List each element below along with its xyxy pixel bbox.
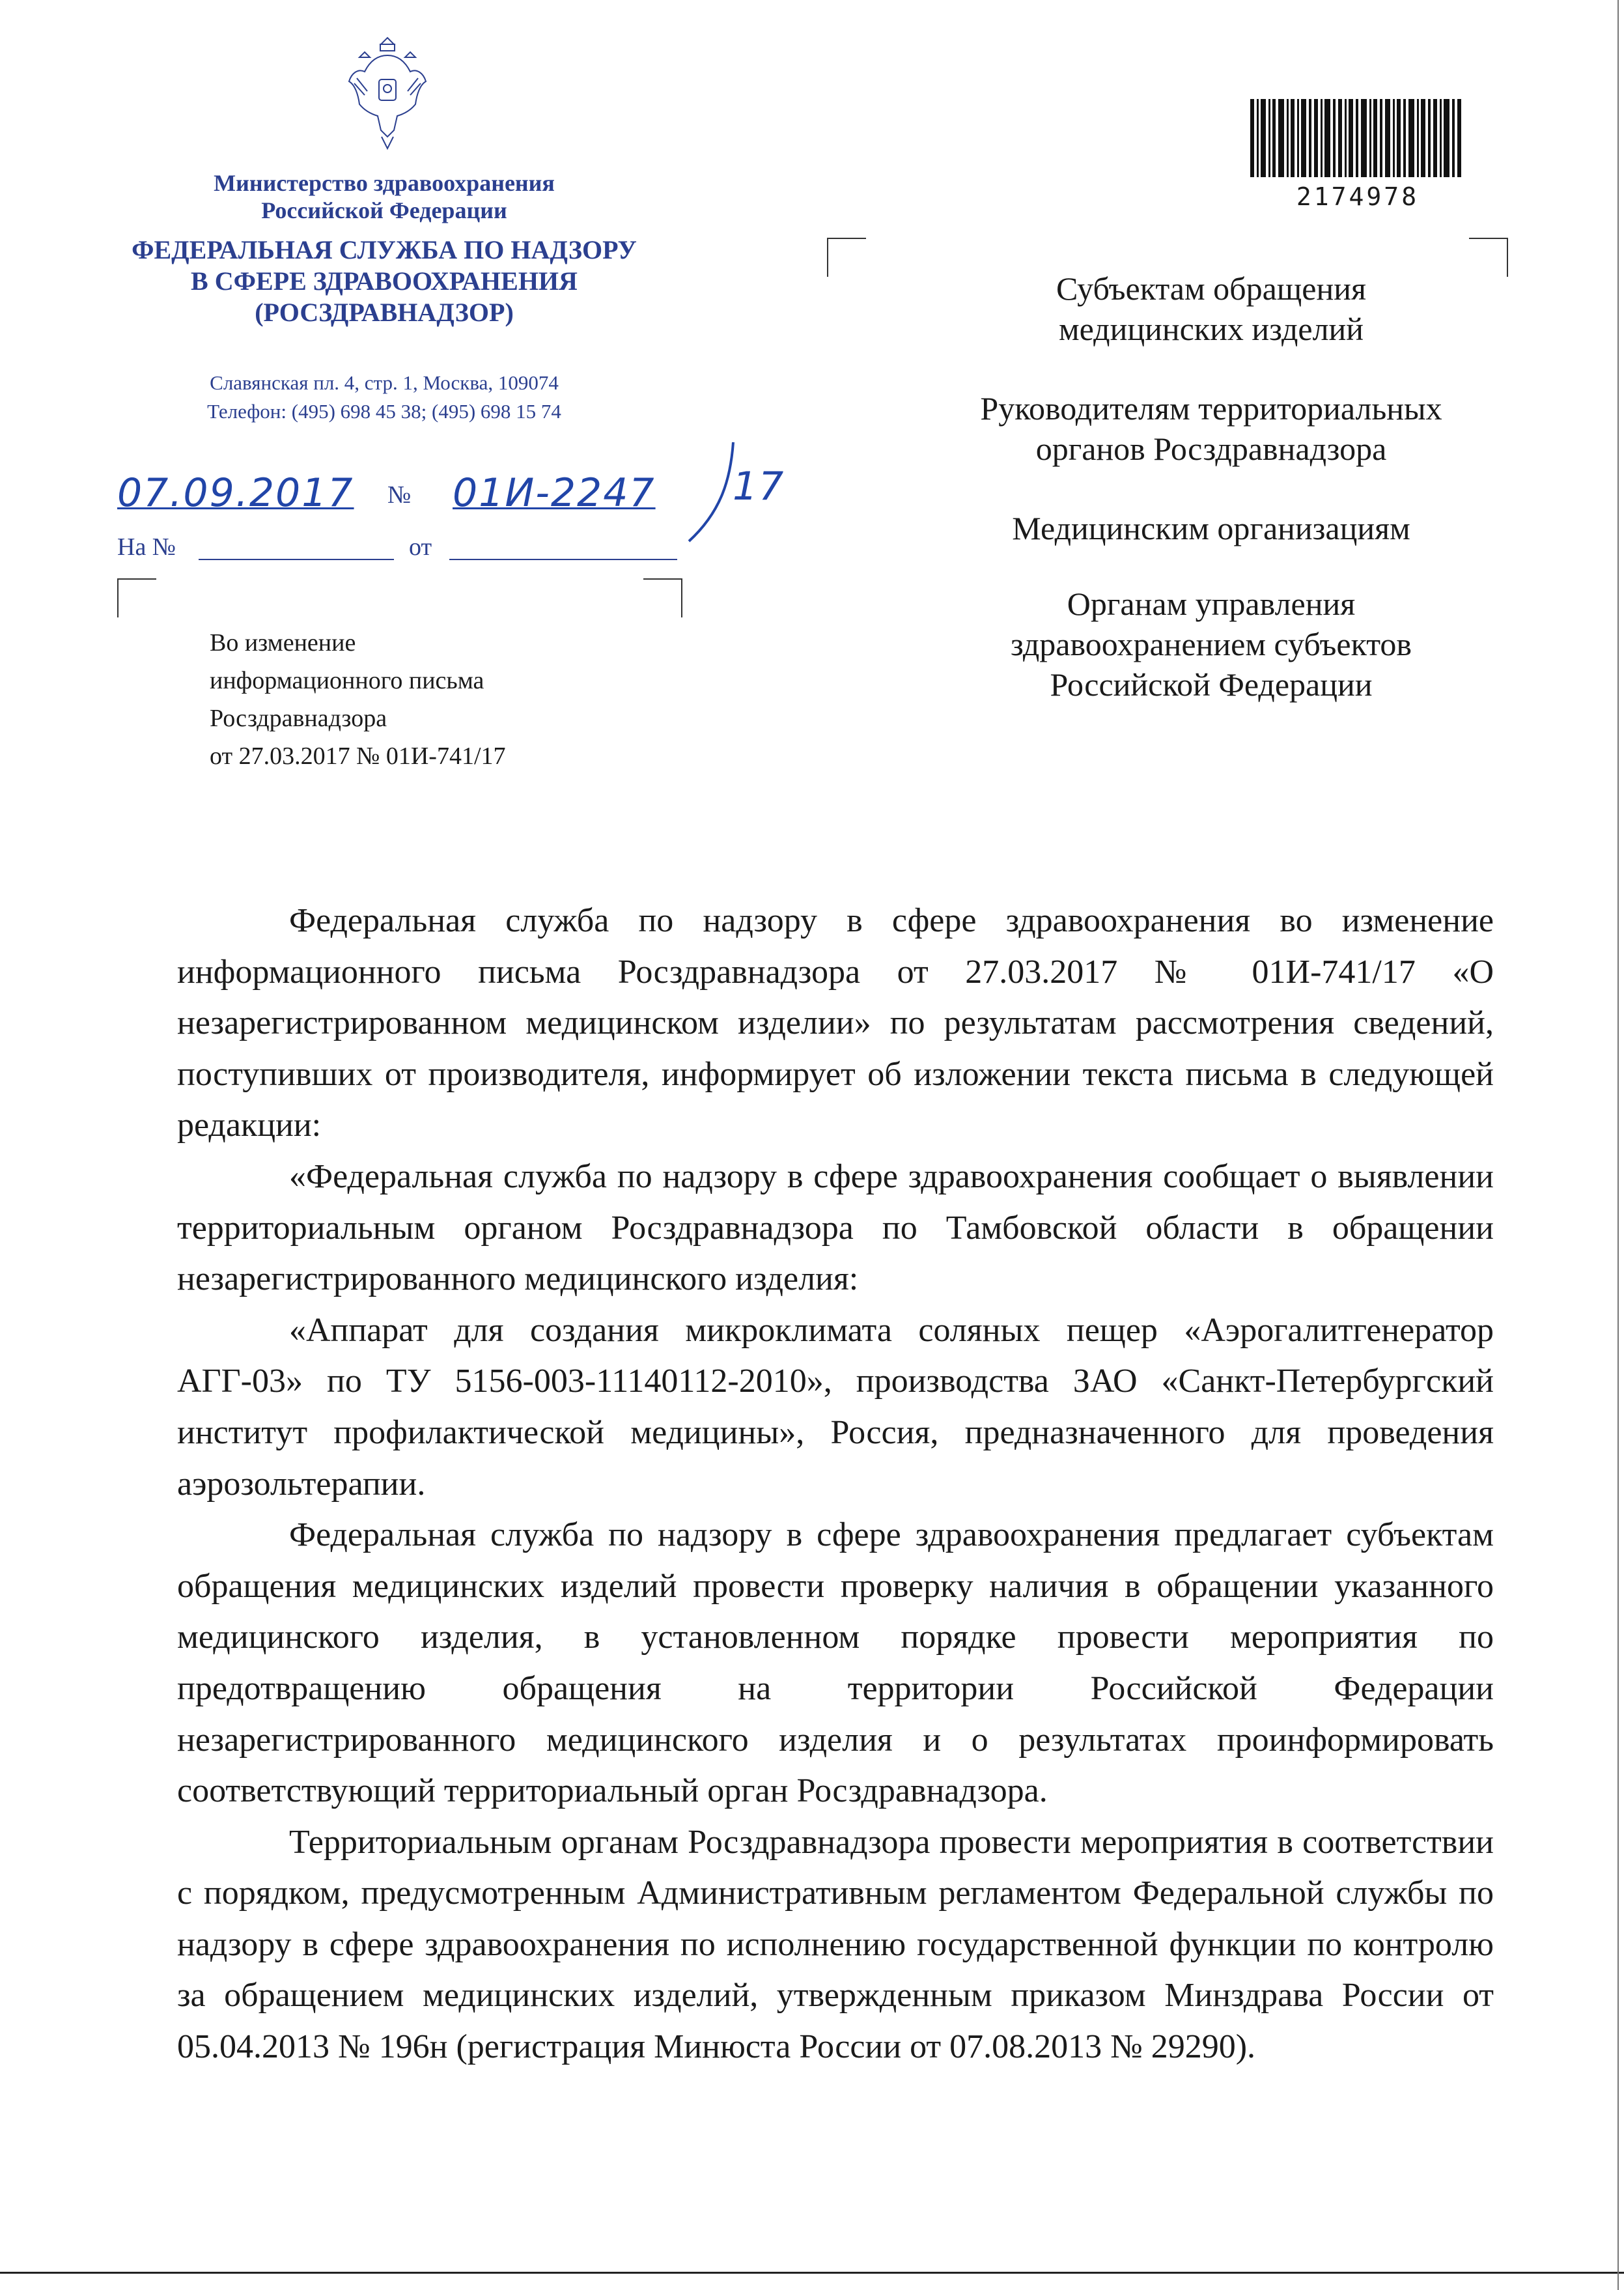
service-name-line2: В СФЕРЕ ЗДРАВООХРАНЕНИЯ (191, 266, 578, 296)
subject-line: информационного письма (210, 667, 484, 694)
addressee-line: здравоохранением субъектов (1010, 626, 1412, 662)
body-paragraph: Федеральная служба по надзору в сфере здравоохранения предлагает субъектам обращения медицинских изделий провести проверку наличия в обращении указанного медицинского изделия, в установленном порядке провести мероприятия по предотвращению обращения на территории Российской Федерации незарегистрированного медицинского изделия и о результатах проинформировать соответствующий территориальный орган Росздравнадзора. (177, 1516, 1494, 1810)
subject-bracket-right (643, 578, 682, 617)
scan-right-edge (1617, 0, 1619, 2290)
number-sign: № (387, 481, 412, 509)
addressee-line: Медицинским организациям (1012, 510, 1410, 546)
addressee-line: Органам управления (1067, 586, 1356, 622)
barcode-number: 2174978 (1296, 182, 1420, 211)
addressee-block (899, 584, 1524, 705)
ministry-name-line1: Министерство здравоохранения (214, 170, 555, 196)
addressee-line: органов Росздравнадзора (1035, 431, 1387, 467)
subject-line: Во изменение (210, 629, 356, 657)
addressee-block (899, 268, 1524, 349)
service-name-line1: ФЕДЕРАЛЬНАЯ СЛУЖБА ПО НАДЗОРУ (132, 235, 637, 264)
body-paragraph: «Аппарат для создания микроклимата соляных пещер «Аэрогалитгенератор АГГ-03» по ТУ 5156-003-11140112-2010», производства ЗАО «Санкт-Петербургский институт профилактической медицины», Россия, предназначенного для проведения аэрозольтерапии. (177, 1311, 1494, 1503)
body-paragraph: «Федеральная служба по надзору в сфере здравоохранения сообщает о выявлении территориальным органом Росздравнадзора по Тамбовской области в обращении незарегистрированного медицинского изделия: (177, 1157, 1494, 1298)
letter-date: 07.09.2017 (117, 470, 354, 516)
addressee-line: медицинских изделий (1058, 311, 1364, 347)
reply-from-date-label: от (409, 533, 432, 561)
body-paragraph: Федеральная служба по надзору в сфере здравоохранения во изменение информационного письма Росздравнадзора от 27.03.2017 № 01И-741/17 «О незарегистрированном медицинском изделии» по результатам рассмотрения сведений, поступивших от производителя, информирует об изложении текста письма в следующей редакции: (177, 902, 1494, 1144)
service-name-line3: (РОСЗДРАВНАДЗОР) (255, 298, 514, 327)
reply-to-number-blank (199, 559, 394, 560)
scan-bottom-edge (0, 2272, 1624, 2274)
sender-phone: Телефон: (495) 698 45 38; (495) 698 15 74 (207, 400, 561, 423)
subject-line: от 27.03.2017 № 01И-741/17 (210, 742, 506, 770)
subject-bracket-left (117, 578, 156, 617)
barcode (1250, 99, 1465, 177)
sender-address: Славянская пл. 4, стр. 1, Москва, 109074 (210, 371, 559, 394)
letter-body (177, 896, 1494, 2073)
addressee-bracket-left (827, 238, 866, 277)
body-paragraph: Территориальным органам Росздравнадзора провести мероприятия в соответствии с порядком, предусмотренным Административным регламентом Федеральной службы по надзору в сфере здравоохранения по исполнению государственной функции по контролю за обращением медицинских изделий, утвержденным приказом Минздрава России от 05.04.2013 № 196н (регистрация Минюста России от 07.08.2013 № 29290). (177, 1823, 1494, 2066)
letter-number: 01И-2247 (453, 470, 656, 516)
subject-line: Росздравнадзора (210, 705, 387, 732)
ministry-name-line2: Российской Федерации (261, 197, 507, 223)
letter-subject (210, 624, 731, 775)
coat-of-arms-emblem (345, 33, 430, 151)
addressee-block (899, 508, 1524, 548)
addressee-line: Субъектам обращения (1056, 270, 1366, 307)
addressee-block (899, 388, 1524, 469)
reply-to-number-label: На № (117, 533, 176, 561)
letter-number-suffix: 17 (733, 464, 785, 509)
reply-from-date-blank (449, 559, 677, 560)
addressee-line: Российской Федерации (1050, 666, 1373, 703)
addressee-line: Руководителям территориальных (980, 390, 1442, 427)
